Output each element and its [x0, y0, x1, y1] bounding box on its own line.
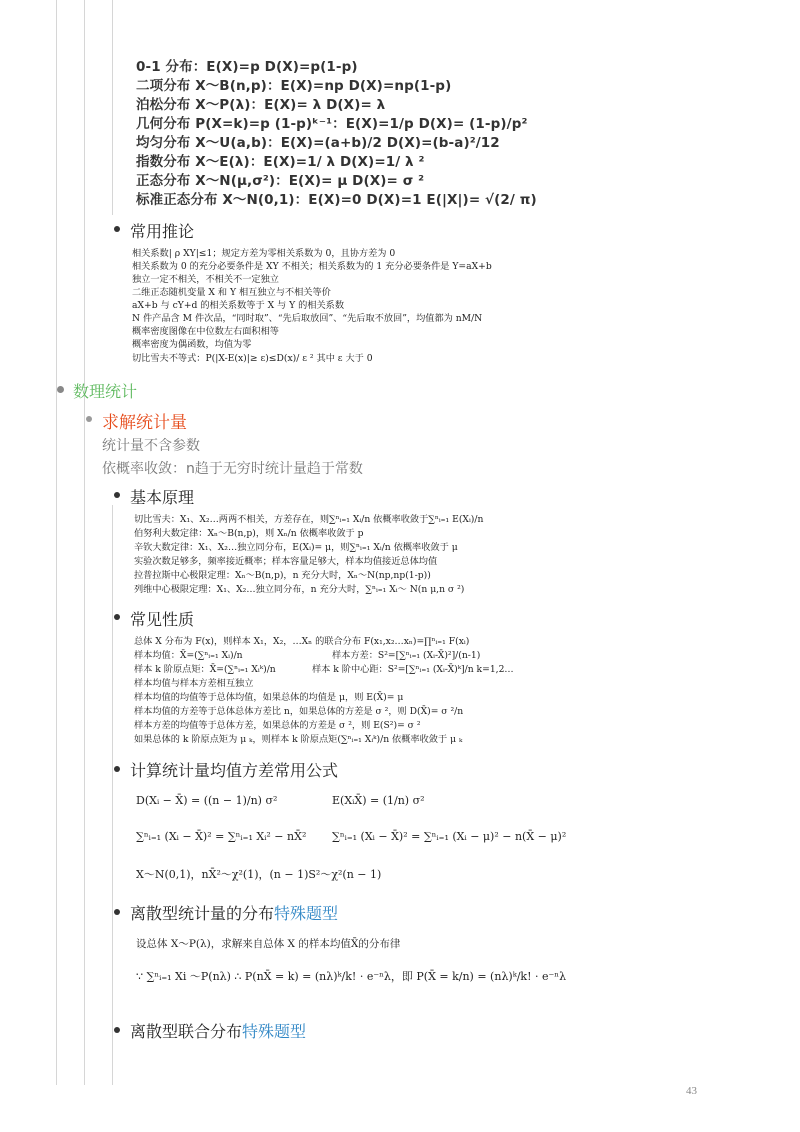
- heading-common-props[interactable]: 常见性质: [130, 610, 195, 629]
- formula-chi-square: X～N(0,1)，nX̄²～χ²(1)，(n − 1)S²～χ²(n − 1): [136, 868, 382, 881]
- principle-line: 实验次数足够多，频率接近概率；样本容量足够大，样本均值接近总体均值: [134, 556, 438, 567]
- inference-line: N 件产品含 M 件次品，“同时取”、“先后取放回”、“先后取不放回”，均值都为 nM/N: [132, 313, 483, 324]
- props-line: 总体 X 分布为 F(x)，则样本 X₁，X₂，…Xₙ 的联合分布 F(x₁,x₂…xₙ)=∏ⁿᵢ₌₁ F(xᵢ): [134, 636, 470, 647]
- props-line: 样本均值的均值等于总体均值，如果总体的均值是 μ，则 E(X̄)= μ: [134, 692, 404, 703]
- inference-line: 切比雪夫不等式：P(|X-E(x)|≥ ε)≤D(x)/ ε ² 其中 ε 大于 0: [132, 353, 373, 364]
- bullet-discrete-joint: [114, 1027, 120, 1033]
- bullet-solve-stat: [86, 416, 92, 422]
- inference-line: 概率密度为偶函数，均值为零: [132, 339, 252, 350]
- bullet-formulas: [114, 766, 120, 772]
- discrete-stat-formula: ∵ ∑ⁿᵢ₌₁ Xi ～P(nλ) ∴ P(nX̄ = k) = (nλ)ᵏ/k! · e⁻ⁿλ，即 P(X̄ = k/n) = (nλ)ᵏ/k! · e⁻ⁿλ: [136, 970, 567, 983]
- special-topic-tag[interactable]: 特殊题型: [274, 904, 339, 923]
- formula-sum-squares: ∑ⁿᵢ₌₁ (Xᵢ − X̄)² = ∑ⁿᵢ₌₁ Xᵢ² − nX̄²: [136, 830, 307, 843]
- discrete-stat-title: 离散型统计量的分布: [130, 904, 275, 923]
- page-number: 43: [686, 1085, 697, 1097]
- heading-discrete-joint[interactable]: [130, 1019, 306, 1042]
- props-line: 如果总体的 k 阶原点矩为 μ ₖ，则样本 k 阶原点矩(∑ⁿᵢ₌₁ Xᵢᵏ)/n 依概率收敛于 μ ₖ: [134, 734, 463, 745]
- principle-line: 拉普拉斯中心极限定理：Xₙ～B(n,p)，n 充分大时，Xₙ～N(np,np(1-p)): [134, 570, 431, 581]
- inference-line: 相关系数为 0 的充分必要条件是 XY 不相关；相关系数为的 1 充分必要条件是 Y=aX+b: [132, 261, 492, 272]
- principle-line: 辛钦大数定律：X₁、X₂…独立同分布，E(Xᵢ)= μ，则∑ⁿᵢ₌₁ Xᵢ/n 依概率收敛于 μ: [134, 542, 458, 553]
- heading-formulas[interactable]: 计算统计量均值方差常用公式: [130, 761, 339, 780]
- outline-guide-outer: [56, 0, 57, 1085]
- props-line: 样本均值与样本方差相互独立: [134, 678, 254, 689]
- formula-normal: 正态分布 X～N(μ,σ²)：E(X)= μ D(X)= σ ²: [136, 173, 425, 189]
- props-line: 样本方差的均值等于总体方差，如果总体的方差是 σ ²，则 E(S²)= σ ²: [134, 720, 421, 731]
- heading-solve-stat[interactable]: 求解统计量: [102, 413, 187, 433]
- note-no-params: 统计量不含参数: [102, 438, 200, 454]
- formula-std-normal: 标准正态分布 X～N(0,1)：E(X)=0 D(X)=1 E(|X|)= √(2/ π): [136, 192, 537, 208]
- formula-exponential: 指数分布 X～E(λ)：E(X)=1/ λ D(X)=1/ λ ²: [136, 154, 425, 170]
- principle-line: 切比雪夫：X₁、X₂…两两不相关，方差存在，则∑ⁿᵢ₌₁ Xᵢ/n 依概率收敛于∑ⁿᵢ₌₁ E(Xᵢ)/n: [134, 514, 484, 525]
- outline-guide-third: [112, 0, 113, 215]
- bullet-discrete-stat: [114, 909, 120, 915]
- formula-binomial: 二项分布 X～B(n,p)：E(X)=np D(X)=np(1-p): [136, 78, 452, 94]
- discrete-joint-title: 离散型联合分布: [130, 1022, 243, 1041]
- formula-poisson: 泊松分布 X～P(λ)：E(X)= λ D(X)= λ: [136, 97, 386, 113]
- note-convergence: 依概率收敛：n趋于无穷时统计量趋于常数: [102, 461, 363, 477]
- heading-basic-principle[interactable]: 基本原理: [130, 488, 195, 507]
- bullet-basic-principle: [114, 492, 120, 498]
- inference-line: 二维正态随机变量 X 和 Y 相互独立与不相关等价: [132, 287, 331, 298]
- formula-0-1: 0-1 分布：E(X)=p D(X)=p(1-p): [136, 59, 358, 75]
- formula-expectation-product: E(XᵢX̄) = (1/n) σ²: [332, 794, 425, 807]
- bullet-common-inference: [114, 226, 120, 232]
- principle-line: 伯努利大数定律：Xₙ～B(n,p)，则 Xₙ/n 依概率收敛于 p: [134, 528, 364, 539]
- props-line: 样本均值的方差等于总体总体方差比 n，如果总体的方差是 σ ²，则 D(X̄)= σ ²/n: [134, 706, 464, 717]
- outline-guide-inner: [84, 0, 85, 1085]
- heading-common-inference[interactable]: 常用推论: [130, 222, 195, 241]
- inference-line: 独立一定不相关，不相关不一定独立: [132, 274, 279, 285]
- principle-line: 列维中心极限定理：X₁、X₂…独立同分布，n 充分大时，∑ⁿᵢ₌₁ Xᵢ～ N(n μ,n σ ²): [134, 584, 465, 595]
- bullet-math-stats: [57, 386, 64, 393]
- discrete-stat-desc: 设总体 X～P(λ)，求解来自总体 X 的样本均值X̄的分布律: [136, 938, 401, 950]
- inference-line: 相关系数| ρ XY|≤1；规定方差为零相关系数为 0，且协方差为 0: [132, 248, 396, 259]
- bullet-common-props: [114, 614, 120, 620]
- special-topic-tag[interactable]: 特殊题型: [242, 1022, 307, 1041]
- formula-variance-diff: D(Xᵢ − X̄) = ((n − 1)/n) σ²: [136, 794, 278, 807]
- formula-uniform: 均匀分布 X～U(a,b)：E(X)=(a+b)/2 D(X)=(b-a)²/12: [136, 135, 500, 151]
- inference-line: 概率密度图像在中位数左右面积相等: [132, 326, 279, 337]
- heading-math-stats[interactable]: 数理统计: [73, 382, 138, 401]
- formula-geometric: 几何分布 P(X=k)=p (1-p)ᵏ⁻¹：E(X)=1/p D(X)= (1-p)/p²: [136, 116, 528, 132]
- props-line: 样本方差：S²=[∑ⁿᵢ₌₁ (Xᵢ-X̄)²]/(n-1): [332, 650, 481, 661]
- props-line: 样本 k 阶中心距：S²=[∑ⁿᵢ₌₁ (Xᵢ-X̄)ᵏ]/n k=1,2…: [312, 664, 514, 675]
- outline-guide-fourth: [112, 505, 113, 1085]
- inference-line: aX+b 与 cY+d 的相关系数等于 X 与 Y 的相关系数: [132, 300, 345, 311]
- props-line: 样本均值：X̄=(∑ⁿᵢ₌₁ Xᵢ)/n: [134, 650, 243, 661]
- heading-discrete-stat[interactable]: [130, 901, 338, 924]
- formula-sum-squares-mu: ∑ⁿᵢ₌₁ (Xᵢ − X̄)² = ∑ⁿᵢ₌₁ (Xᵢ − μ)² − n(X̄ − μ)²: [332, 830, 567, 843]
- props-line: 样本 k 阶原点矩：X̄=(∑ⁿᵢ₌₁ Xᵢᵏ)/n: [134, 664, 276, 675]
